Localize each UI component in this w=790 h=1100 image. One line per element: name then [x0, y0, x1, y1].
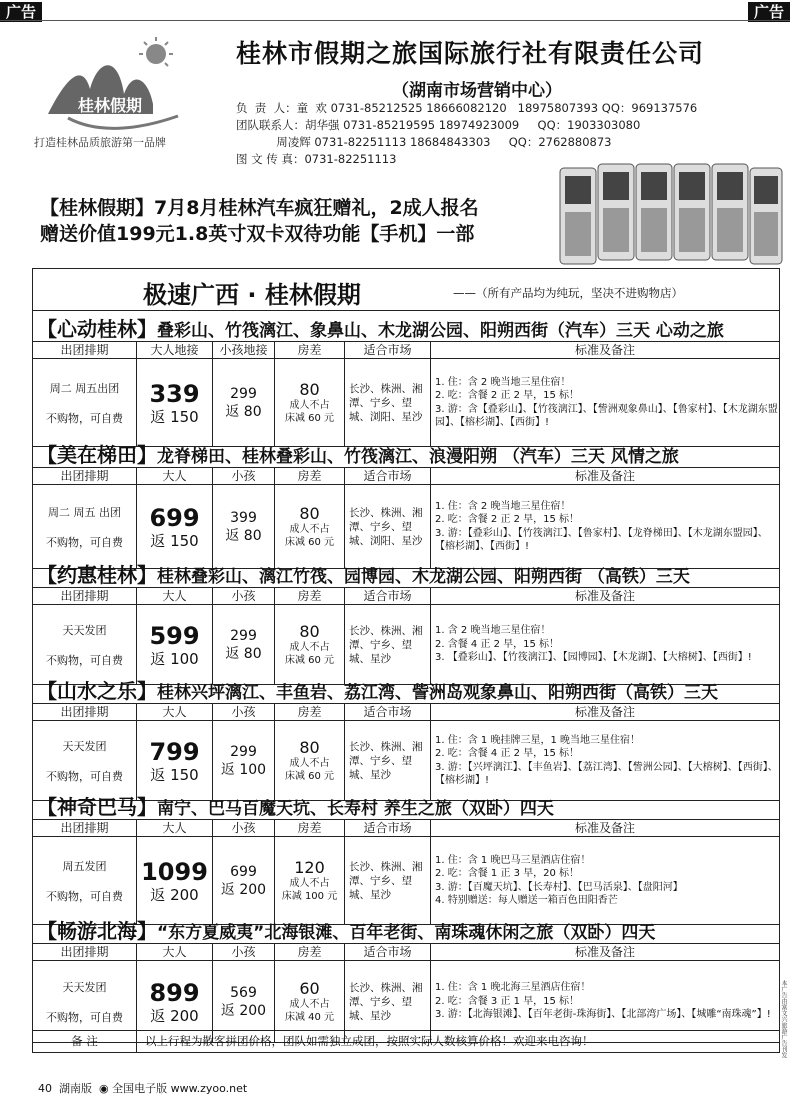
route-desc: 南宁、巴马百魔天坑、长寿村 养生之旅（双卧）四天 [157, 799, 554, 819]
main-title: 极速广西 · 桂林假期 [143, 281, 361, 309]
standard-cell [431, 721, 779, 800]
column-header: 房差 [275, 468, 345, 484]
schedule: 天天发团 [62, 980, 107, 994]
route-name: 【畅游北海】 [37, 919, 157, 943]
promo-banner [40, 195, 479, 247]
room-diff: 80 [299, 379, 320, 399]
globe-icon: ◉ [99, 1082, 109, 1095]
column-header: 大人 [137, 820, 213, 836]
child-price: 399 [230, 509, 257, 526]
market: 长沙、株洲、湘潭、宁乡、望城、星沙 [349, 624, 423, 665]
market: 长沙、株洲、湘潭、宁乡、望城、星沙 [349, 981, 423, 1022]
room-diff: 80 [299, 737, 320, 757]
column-header: 适合市场 [345, 820, 431, 836]
route-title [37, 559, 690, 588]
market: 长沙、株洲、湘潭、宁乡、望城、浏阳、星沙 [349, 382, 423, 423]
route-name: 【约惠桂林】 [37, 563, 157, 587]
room-diff-note: 床减 60 元 [284, 536, 335, 548]
column-header: 大人地接 [137, 342, 213, 358]
standard-line: 1. 含 2 晚当地三星住宿！ [435, 625, 551, 637]
market-cell [345, 359, 431, 446]
child-price: 299 [230, 627, 257, 644]
column-header: 出团排期 [33, 820, 137, 836]
fax-line: 图 文 传 真：0731-82251113 [236, 152, 397, 166]
column-header: 适合市场 [345, 944, 431, 960]
column-header: 适合市场 [345, 468, 431, 484]
standard-line: 2. 含餐 4 正 2 早，15 标！ [435, 638, 560, 650]
room-diff-note: 床减 100 元 [281, 890, 338, 902]
room-diff-note: 床减 60 元 [284, 412, 335, 424]
room-diff-note: 成人不占 [289, 757, 330, 769]
child-rebate: 返 200 [220, 881, 267, 898]
market: 长沙、株洲、湘潭、宁乡、望城、星沙 [349, 740, 423, 781]
child-rebate: 返 100 [220, 761, 267, 778]
room-diff: 120 [294, 857, 325, 877]
standard-line: 2. 吃：含餐 2 正 2 早，15 标！ [435, 390, 580, 401]
shopping-note: 不购物，可自费 [46, 769, 123, 783]
standard-line: 1. 住：含 2 晚当地三星住宿！ [435, 376, 571, 388]
shopping-note: 不购物，可自费 [46, 1010, 123, 1024]
contact-line: 周凌辉 0731-82251113 18684843303 QQ：2762880873 [236, 135, 612, 149]
adult-price-cell [137, 605, 213, 684]
standard-line: 2. 吃：含餐 2 正 2 早，15 标！ [435, 514, 580, 525]
table-header [33, 819, 779, 837]
adult-rebate: 返 100 [150, 649, 199, 668]
company-name: 桂林市假期之旅国际旅行社有限责任公司 [236, 39, 705, 68]
edition-label: 湖南版 [59, 1082, 92, 1095]
side-note: 本广告由富文兴旅游广告刊发 [780, 980, 787, 1058]
column-header: 大人 [137, 468, 213, 484]
child-rebate: 返 80 [225, 527, 262, 544]
standard-line: 1. 住：含 1 晚北海三星酒店住宿！ [435, 982, 591, 994]
column-header: 出团排期 [33, 704, 137, 720]
child-price: 299 [230, 385, 257, 402]
table-row [33, 721, 779, 801]
product-table [32, 268, 780, 1053]
column-header: 出团排期 [33, 588, 137, 604]
logo-text: 桂林假期 [78, 98, 143, 115]
page-number: 40 [38, 1082, 52, 1095]
adult-price-cell [137, 837, 213, 924]
adult-rebate: 返 150 [150, 531, 199, 550]
column-header: 小孩 [213, 704, 275, 720]
remark-row [33, 1030, 779, 1052]
column-header: 大人 [137, 704, 213, 720]
route-name: 【美在梯田】 [37, 443, 157, 467]
contact-line: 负 责 人：童 欢 0731-85212525 18666082120 18975807393 QQ：969137576 [236, 101, 698, 115]
standard-line: 3. 游：含【叠彩山】、【竹筏漓江】、【訾洲观象鼻山】、【鲁家村】、【木龙湖东盟园】、【榕杉湖】、【西街】! [435, 403, 778, 428]
table-row [33, 485, 779, 569]
column-header: 标准及备注 [574, 821, 635, 835]
schedule: 周五发团 [62, 859, 107, 873]
route-desc: “东方夏威夷”北海银滩、百年老街、南珠魂休闲之旅（双卧）四天 [157, 923, 656, 943]
column-header: 小孩 [213, 944, 275, 960]
company-subtitle: （湖南市场营销中心） [392, 81, 562, 101]
promo-line-1: 【桂林假期】7月8月桂林汽车疯狂赠礼，2成人报名 [40, 197, 479, 219]
adult-rebate: 返 200 [150, 1006, 199, 1025]
column-header: 大人 [137, 944, 213, 960]
room-diff-cell [275, 605, 345, 684]
column-header: 房差 [275, 704, 345, 720]
adult-price: 1099 [141, 857, 208, 886]
child-price-cell [213, 837, 275, 924]
logo-slogan: 打造桂林品质旅游第一品牌 [34, 136, 166, 149]
column-header: 房差 [275, 588, 345, 604]
route-title [37, 675, 718, 704]
market-cell [345, 721, 431, 800]
market: 长沙、株洲、湘潭、宁乡、望城、浏阳、星沙 [349, 506, 423, 547]
adult-rebate: 返 150 [150, 765, 199, 784]
adult-price-cell [137, 359, 213, 446]
adult-rebate: 返 150 [150, 407, 199, 426]
shopping-note: 不购物，可自费 [46, 653, 123, 667]
table-header [33, 467, 779, 485]
child-price: 299 [230, 743, 257, 760]
table-header [33, 341, 779, 359]
column-header: 标准及备注 [574, 589, 635, 603]
child-price-cell [213, 605, 275, 684]
child-price-cell [213, 721, 275, 800]
column-header: 小孩 [213, 820, 275, 836]
column-header: 大人 [137, 588, 213, 604]
standard-line: 1. 住：含 2 晚当地三星住宿！ [435, 500, 571, 512]
remark-text: 以上行程为散客拼团价格，团队如需独立成团，按照实际人数核算价格！欢迎来电咨询！ [145, 1034, 594, 1048]
standard-line: 3. 游：【百魔天坑】、【长寿村】、【巴马活泉】、【盘阳河】 [435, 881, 683, 893]
room-diff-cell [275, 837, 345, 924]
standard-line: 3. 游：【兴坪漓江】、【丰鱼岩】、【荔江湾】、【訾洲公园】、【大榕树】、【西街】、【榕杉湖】! [435, 761, 778, 786]
room-diff-note: 床减 60 元 [284, 770, 335, 782]
room-diff-note: 成人不占 [289, 523, 330, 535]
child-rebate: 返 80 [225, 645, 262, 662]
column-header: 房差 [275, 342, 345, 358]
schedule-cell [33, 359, 137, 446]
standard-line: 3. 游：【叠彩山】、【竹筏漓江】、【鲁家村】、【龙脊梯田】、【木龙湖东盟园】、【榕杉湖】、【西街】! [435, 527, 768, 552]
market: 长沙、株洲、湘潭、宁乡、望城、星沙 [349, 860, 423, 901]
schedule-cell [33, 721, 137, 800]
route-name: 【心动桂林】 [37, 317, 157, 341]
schedule: 周二 周五出团 [49, 381, 120, 395]
standard-line: 1. 住：含 1 晚挂牌三星，1 晚当地三星住宿！ [435, 734, 640, 746]
standard-cell [431, 837, 779, 924]
page-footer [38, 1080, 247, 1096]
route-desc: 叠彩山、竹筏漓江、象鼻山、木龙湖公园、阳朔西街（汽车）三天 心动之旅 [157, 321, 724, 341]
route-name: 【山水之乐】 [37, 679, 157, 703]
standard-cell [431, 485, 779, 568]
remark-label: 备 注 [33, 1031, 137, 1052]
child-price: 569 [230, 984, 257, 1001]
top-rule [0, 20, 790, 21]
column-header: 小孩 [213, 468, 275, 484]
schedule: 天天发团 [62, 623, 107, 637]
route-desc: 龙脊梯田、桂林叠彩山、竹筏漓江、浪漫阳朔 （汽车）三天 风情之旅 [157, 447, 679, 467]
child-rebate: 返 80 [225, 403, 262, 420]
child-price-cell [213, 359, 275, 446]
adult-price: 599 [149, 621, 200, 650]
column-header: 标准及备注 [574, 705, 635, 719]
schedule: 周二 周五 出团 [48, 505, 121, 519]
column-header: 适合市场 [345, 704, 431, 720]
room-diff-note: 床减 60 元 [284, 654, 335, 666]
schedule: 天天发团 [62, 739, 107, 753]
adult-price: 799 [149, 737, 200, 766]
ad-tag-left: 广告 [0, 2, 42, 22]
table-row [33, 605, 779, 685]
adult-price: 339 [149, 379, 200, 408]
standard-line: 2. 吃：含餐 1 正 3 早，20 标！ [435, 868, 580, 879]
standard-line: 3. 游：【北海银滩】、【百年老街-珠海街】、【北部湾广场】、【城雕“南珠魂”】! [435, 1009, 771, 1021]
adult-price-cell [137, 485, 213, 568]
column-header: 适合市场 [345, 342, 431, 358]
table-header [33, 943, 779, 961]
schedule-cell [33, 485, 137, 568]
site-label: 全国电子版 www.zyoo.net [112, 1082, 248, 1095]
shopping-note: 不购物，可自费 [46, 535, 123, 549]
schedule-cell [33, 837, 137, 924]
standard-line: 2. 吃：含餐 4 正 2 早，15 标！ [435, 748, 580, 759]
column-header: 标准及备注 [574, 945, 635, 959]
table-row [33, 359, 779, 447]
room-diff-note: 成人不占 [289, 399, 330, 411]
column-header: 小孩地接 [213, 342, 275, 358]
schedule-cell [33, 605, 137, 684]
room-diff-cell [275, 359, 345, 446]
company-logo [28, 34, 218, 154]
main-note: ——（所有产品均为纯玩，坚决不进购物店） [453, 286, 683, 300]
contact-line: 团队联系人：胡华强 0731-85219595 18974923009 QQ：1903303080 [236, 118, 641, 132]
room-diff-cell [275, 485, 345, 568]
standard-line: 4. 特别赠送：每人赠送一箱百色田阳香芒 [435, 895, 618, 906]
shopping-note: 不购物，可自费 [46, 411, 123, 425]
route-title [37, 791, 554, 820]
room-diff-note: 床减 40 元 [284, 1011, 335, 1023]
market-cell [345, 837, 431, 924]
column-header: 标准及备注 [574, 343, 635, 357]
room-diff-note: 成人不占 [289, 998, 330, 1010]
promo-line-2: 赠送价值199元1.8英寸双卡双待功能【手机】一部 [40, 223, 475, 245]
column-header: 小孩 [213, 588, 275, 604]
main-title-row [33, 269, 779, 311]
adult-rebate: 返 200 [150, 885, 199, 904]
route-name: 【神奇巴马】 [37, 795, 157, 819]
route-title [37, 915, 655, 944]
phone-prize-image [556, 160, 786, 268]
table-header [33, 703, 779, 721]
route-desc: 桂林叠彩山、漓江竹筏、园博园、木龙湖公园、阳朔西街 （高铁）三天 [157, 567, 690, 587]
adult-price: 899 [149, 978, 200, 1007]
standard-cell [431, 359, 779, 446]
column-header: 出团排期 [33, 342, 137, 358]
room-diff: 60 [299, 978, 320, 998]
standard-line: 2. 吃：含餐 3 正 1 早，15 标！ [435, 995, 580, 1007]
column-header: 适合市场 [345, 588, 431, 604]
column-header: 出团排期 [33, 944, 137, 960]
ad-tag-right: 广告 [748, 2, 790, 22]
room-diff: 80 [299, 621, 320, 641]
column-header: 房差 [275, 820, 345, 836]
column-header: 出团排期 [33, 468, 137, 484]
adult-price: 699 [149, 503, 200, 532]
adult-price-cell [137, 721, 213, 800]
child-price: 699 [230, 863, 257, 880]
room-diff: 80 [299, 503, 320, 523]
route-title [37, 439, 679, 468]
standard-line: 3. 【叠彩山】、【竹筏漓江】、【园博园】、【木龙湖】、【大榕树】、【西街】! [435, 652, 752, 664]
market-cell [345, 605, 431, 684]
standard-line: 1. 住：含 1 晚巴马三星酒店住宿！ [435, 854, 591, 866]
child-price-cell [213, 485, 275, 568]
route-title [37, 313, 724, 342]
market-cell [345, 485, 431, 568]
table-header [33, 587, 779, 605]
route-desc: 桂林兴坪漓江、丰鱼岩、荔江湾、訾洲岛观象鼻山、阳朔西街（高铁）三天 [157, 683, 718, 703]
table-row [33, 837, 779, 925]
room-diff-cell [275, 721, 345, 800]
column-header: 房差 [275, 944, 345, 960]
child-rebate: 返 200 [220, 1002, 267, 1019]
shopping-note: 不购物，可自费 [46, 889, 123, 903]
room-diff-note: 成人不占 [289, 641, 330, 653]
column-header: 标准及备注 [574, 469, 635, 483]
room-diff-note: 成人不占 [289, 877, 330, 889]
standard-cell [431, 605, 779, 684]
